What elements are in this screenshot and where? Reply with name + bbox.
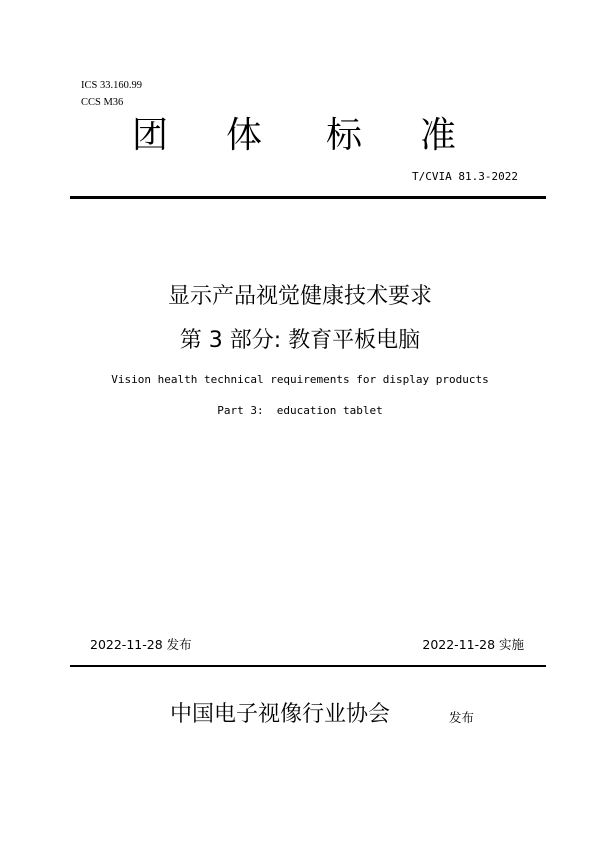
title-en-part: Part 3: education tablet <box>217 404 383 417</box>
standard-type-char: 体 <box>226 115 263 156</box>
ccs-code: CCS M36 <box>81 97 124 108</box>
standard-type-char: 准 <box>420 115 457 156</box>
standard-type-char: 标 <box>326 115 363 156</box>
implement-date: 2022-11-28 实施 <box>422 637 524 652</box>
title-cn-main: 显示产品视觉健康技术要求 <box>167 284 432 309</box>
issuing-organization: 中国电子视像行业协会 <box>170 702 391 727</box>
title-cn-part: 第 3 部分: 教育平板电脑 <box>179 328 421 353</box>
standard-type-char: 团 <box>132 115 169 156</box>
publish-date: 2022-11-28 发布 <box>90 637 192 652</box>
standard-type-heading <box>120 113 490 159</box>
ics-code: ICS 33.160.99 <box>81 80 142 91</box>
standard-number: T/CVIA 81.3-2022 <box>412 170 518 183</box>
top-divider <box>70 196 546 199</box>
title-en-main: Vision health technical requirements for display products <box>111 373 489 386</box>
bottom-divider <box>70 665 546 667</box>
issue-label: 发布 <box>449 710 475 725</box>
